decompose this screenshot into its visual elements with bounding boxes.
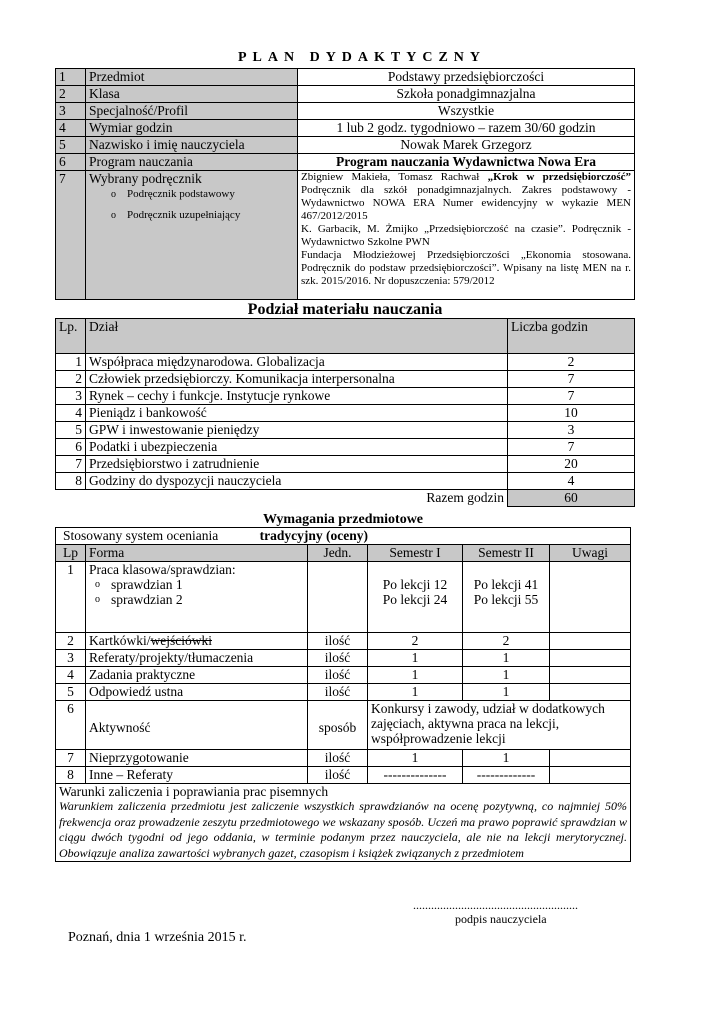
total-label: Razem godzin <box>86 490 508 507</box>
info-no: 2 <box>56 86 86 103</box>
wym-jedn: ilość <box>308 750 368 767</box>
book3-desc: Fundacja Młodzieżowej Przedsiębiorczości „Ekonomia stosowana. Podręcznik do podstaw przedsiębiorczości”. Wpisany na listę MEN na r. szk. 2015/2016. Nr dopuszczenia: 579/2012 <box>301 249 631 287</box>
wymagania-row <box>56 650 631 667</box>
podzial-no: 7 <box>56 456 86 473</box>
forma-text: Kartkówki/ <box>89 633 151 648</box>
podzial-dzial: Rynek – cechy i funkcje. Instytucje rynkowe <box>86 388 508 405</box>
forma-label: Praca klasowa/sprawdzian: <box>89 562 236 577</box>
wymagania-title: Wymagania przedmiotowe <box>262 512 424 527</box>
info-value: Szkoła ponadgimnazjalna <box>298 86 635 103</box>
total-value: 60 <box>508 490 635 507</box>
textbook-sub-extra-label: Podręcznik uzupełniający <box>127 209 241 221</box>
signature-label: podpis nauczyciela <box>455 912 547 926</box>
podzial-row <box>56 371 635 388</box>
list-item <box>89 592 304 607</box>
podzial-dzial: GPW i inwestowanie pieniędzy <box>86 422 508 439</box>
podzial-row <box>56 439 635 456</box>
info-row <box>56 137 635 154</box>
system-cell <box>56 528 631 545</box>
wymagania-header-row <box>56 545 631 562</box>
info-value: Wszystkie <box>298 103 635 120</box>
wym-sem1: 2 <box>368 633 463 650</box>
list-item-label: sprawdzian 1 <box>111 577 183 592</box>
info-row <box>56 154 635 171</box>
info-value: Podstawy przedsiębiorczości <box>298 69 635 86</box>
col-header-jedn: Jedn. <box>308 545 368 562</box>
wymagania-row <box>56 767 631 784</box>
bullet-icon: o <box>95 579 100 590</box>
document-title: PLAN DYDAKTYCZNY <box>237 50 487 65</box>
info-label: Klasa <box>86 86 298 103</box>
list-item <box>89 577 304 592</box>
wym-sem2: 1 <box>463 684 550 701</box>
wym-jedn: ilość <box>308 767 368 784</box>
podzial-hours: 20 <box>508 456 635 473</box>
wym-sem2: ------------- <box>463 767 550 784</box>
col-header-dzial: Dział <box>86 319 508 354</box>
book1-title: „Krok w przedsiębiorczość” <box>487 171 631 183</box>
podzial-dzial: Pieniądz i bankowość <box>86 405 508 422</box>
podzial-no: 3 <box>56 388 86 405</box>
wym-sem1: -------------- <box>368 767 463 784</box>
info-row <box>56 120 635 137</box>
list-item-label: sprawdzian 2 <box>111 592 183 607</box>
wym-sem2: 1 <box>463 650 550 667</box>
wym-jedn: ilość <box>308 650 368 667</box>
podzial-row <box>56 422 635 439</box>
wym-jedn: ilość <box>308 633 368 650</box>
podzial-hours: 4 <box>508 473 635 490</box>
podzial-no: 6 <box>56 439 86 456</box>
system-label: Stosowany system oceniania <box>63 528 219 543</box>
info-label: Wymiar godzin <box>86 120 298 137</box>
wym-no: 3 <box>56 650 86 667</box>
podzial-hours: 7 <box>508 388 635 405</box>
col-header-lp: Lp. <box>56 319 86 354</box>
col-header-sem2: Semestr II <box>463 545 550 562</box>
info-row <box>56 69 635 86</box>
wym-jedn: ilość <box>308 684 368 701</box>
bullet-icon: o <box>111 189 116 200</box>
info-label <box>86 171 298 300</box>
podzial-dzial: Współpraca międzynarodowa. Globalizacja <box>86 354 508 371</box>
wym-forma: Aktywność <box>86 701 308 750</box>
info-label: Program nauczania <box>86 154 298 171</box>
info-no: 3 <box>56 103 86 120</box>
podzial-row <box>56 456 635 473</box>
bullet-icon: o <box>111 210 116 221</box>
textbook-sub-basic <box>89 188 294 201</box>
info-label: Przedmiot <box>86 69 298 86</box>
wym-sem1: 1 <box>368 750 463 767</box>
wym-no: 8 <box>56 767 86 784</box>
place-date: Poznań, dnia 1 września 2015 r. <box>68 930 247 945</box>
podzial-no: 1 <box>56 354 86 371</box>
sem2-line1: Po lekcji 41 <box>473 577 539 592</box>
book2-desc: K. Garbacik, M. Żmijko „Przedsiębiorczość na czasie”. Podręcznik - Wydawnictwo Szkolne PWN <box>301 223 631 248</box>
podzial-hours: 10 <box>508 405 635 422</box>
podzial-total-row <box>56 490 635 507</box>
wymagania-row <box>56 633 631 650</box>
podzial-hours: 7 <box>508 371 635 388</box>
book1-desc: Podręcznik dla szkół ponadgimnazjalnych. Zakres podstawowy - Wydawnictwo NOWA ERA Numer ewidencyjny w wykazie MEN 467/2012/2015 <box>301 184 631 222</box>
wymagania-row <box>56 750 631 767</box>
signature-line: ....................................................... <box>413 898 578 912</box>
podzial-dzial: Człowiek przedsiębiorczy. Komunikacja interpersonalna <box>86 371 508 388</box>
bullet-icon: o <box>95 594 100 605</box>
info-table <box>55 68 635 300</box>
info-no: 7 <box>56 171 86 300</box>
info-row <box>56 103 635 120</box>
wymagania-row <box>56 562 631 633</box>
sem2-line2: Po lekcji 55 <box>473 592 539 607</box>
system-row <box>56 528 631 545</box>
podzial-hours: 2 <box>508 354 635 371</box>
textbook-sub-basic-label: Podręcznik podstawowy <box>127 188 235 200</box>
wym-sem2: 2 <box>463 633 550 650</box>
sem1-line2: Po lekcji 24 <box>382 592 448 607</box>
info-value: Program nauczania Wydawnictwa Nowa Era <box>298 154 635 171</box>
info-row <box>56 86 635 103</box>
podzial-hours: 3 <box>508 422 635 439</box>
podzial-hours: 7 <box>508 439 635 456</box>
podzial-row <box>56 473 635 490</box>
wym-no: 4 <box>56 667 86 684</box>
warunki-title: Warunki zaliczenia i poprawiania prac pisemnych <box>59 784 329 799</box>
col-header-uwagi: Uwagi <box>550 545 631 562</box>
warunki-text: Warunkiem zaliczenia przedmiotu jest zaliczenie wszystkich sprawdzianów na ocenę pozytywną, co najmniej 50% frekwencja oraz prowadzenie zeszytu przedmiotowego we wskazany sposób. Uczeń ma prawo poprawić sprawdzian w ciągu dwóch tygodni od jego oddania, w terminie podanym przez nauczyciela, ale nie na lekcji merytorycznej. Obowiązuje analiza zawartości wybranych gazet, czasopism i książek związanych z przedmiotem <box>59 799 627 860</box>
info-label: Specjalność/Profil <box>86 103 298 120</box>
col-header-forma: Forma <box>86 545 308 562</box>
book1-authors: Zbigniew Makieła, Tomasz Rachwał <box>301 171 480 183</box>
info-value: 1 lub 2 godz. tygodniowo – razem 30/60 godzin <box>298 120 635 137</box>
wymagania-row <box>56 701 631 750</box>
wym-forma: Zadania praktyczne <box>86 667 308 684</box>
podzial-no: 8 <box>56 473 86 490</box>
warunki-cell <box>56 784 631 862</box>
wym-no: 6 <box>56 701 86 750</box>
textbook-description <box>298 171 635 300</box>
textbook-label: Wybrany podręcznik <box>89 171 202 186</box>
info-label: Nazwisko i imię nauczyciela <box>86 137 298 154</box>
podzial-no: 4 <box>56 405 86 422</box>
info-value: Nowak Marek Grzegorz <box>298 137 635 154</box>
wym-sem2 <box>463 562 550 633</box>
wym-sem2: 1 <box>463 667 550 684</box>
info-row-textbook <box>56 171 635 300</box>
wym-aktywnosc-desc: Konkursy i zawody, udział w dodatkowych zajęciach, aktywna praca na lekcji, współprowadzenie lekcji <box>368 701 631 750</box>
info-no: 6 <box>56 154 86 171</box>
podzial-row <box>56 388 635 405</box>
podzial-dzial: Podatki i ubezpieczenia <box>86 439 508 456</box>
forma-strike-text: wejściówki <box>150 633 212 648</box>
podzial-row <box>56 405 635 422</box>
wymagania-row <box>56 684 631 701</box>
forma-sublist <box>89 577 304 607</box>
col-header-sem1: Semestr I <box>368 545 463 562</box>
podzial-no: 5 <box>56 422 86 439</box>
podzial-dzial: Przedsiębiorstwo i zatrudnienie <box>86 456 508 473</box>
wym-forma: Inne – Referaty <box>86 767 308 784</box>
wym-forma <box>86 562 308 633</box>
podzial-header-row <box>56 319 635 354</box>
podzial-table <box>55 318 635 507</box>
wym-jedn: ilość <box>308 667 368 684</box>
wym-sem1: 1 <box>368 650 463 667</box>
podzial-title: Podział materiału nauczania <box>247 301 443 318</box>
podzial-dzial: Godziny do dyspozycji nauczyciela <box>86 473 508 490</box>
wym-no: 1 <box>56 562 86 633</box>
wym-jedn: sposób <box>308 701 368 750</box>
wym-forma <box>86 633 308 650</box>
podzial-row <box>56 354 635 371</box>
info-no: 1 <box>56 69 86 86</box>
wym-sem1: 1 <box>368 667 463 684</box>
wym-forma: Referaty/projekty/tłumaczenia <box>86 650 308 667</box>
wym-no: 7 <box>56 750 86 767</box>
wym-sem1 <box>368 562 463 633</box>
wym-no: 5 <box>56 684 86 701</box>
info-no: 4 <box>56 120 86 137</box>
col-header-hours: Liczba godzin <box>508 319 635 354</box>
podzial-no: 2 <box>56 371 86 388</box>
info-no: 5 <box>56 137 86 154</box>
wym-no: 2 <box>56 633 86 650</box>
wymagania-row <box>56 667 631 684</box>
wym-forma: Odpowiedź ustna <box>86 684 308 701</box>
wymagania-table <box>55 527 631 862</box>
wym-forma: Nieprzygotowanie <box>86 750 308 767</box>
col-header-lp: Lp <box>56 545 86 562</box>
wym-sem1: 1 <box>368 684 463 701</box>
textbook-sub-extra <box>89 209 294 222</box>
wym-sem2: 1 <box>463 750 550 767</box>
sem1-line1: Po lekcji 12 <box>382 577 448 592</box>
system-value: tradycyjny (oceny) <box>259 528 368 543</box>
warunki-row <box>56 784 631 862</box>
